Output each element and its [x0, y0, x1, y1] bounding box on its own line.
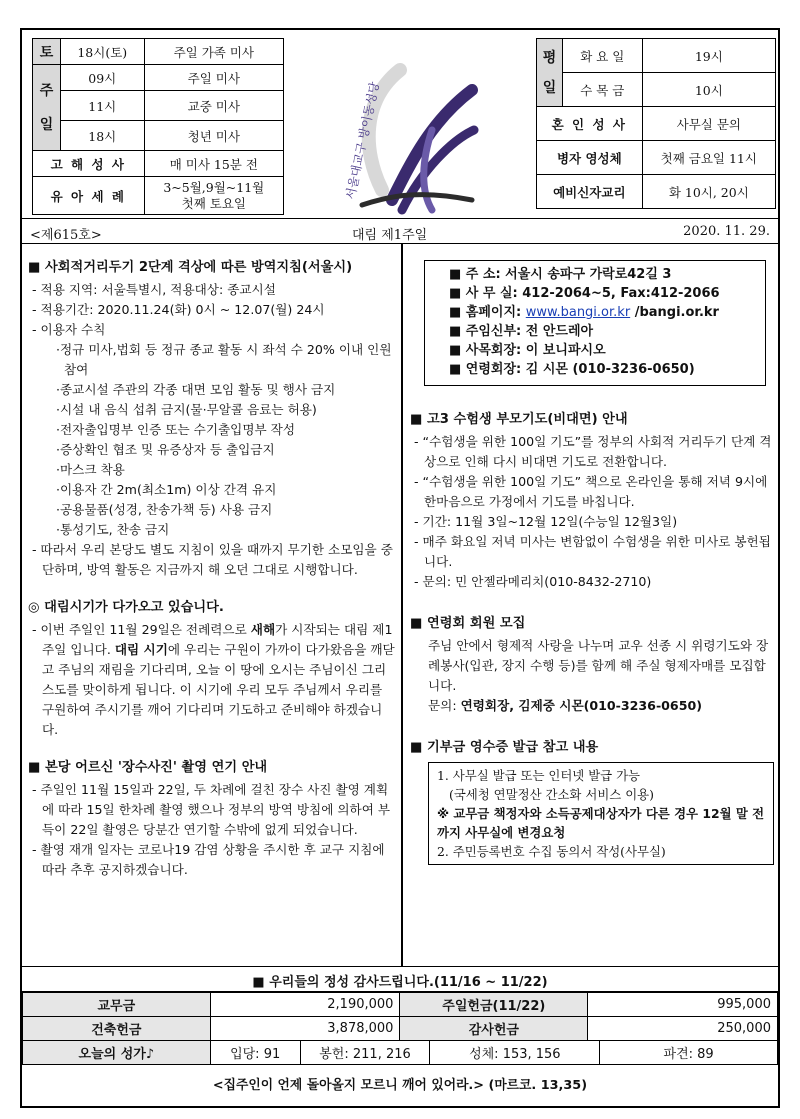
weekday-time-1: 19시	[642, 39, 775, 73]
parish-info-box	[424, 260, 766, 386]
distancing-conclusion: - 따라서 우리 본당도 별도 지침이 있을 때까지 무기한 소모임을 중단하며, 방역 활동은 지금까지 해 오던 그대로 시행합니다.	[32, 542, 393, 577]
sick-communion-value: 첫째 금요일 11시	[642, 141, 775, 175]
weekday-time-2: 10시	[642, 73, 775, 107]
longevity-photo-title: ■ 본당 어르신 '장수사진' 촬영 연기 안내	[28, 760, 268, 775]
donation-receipt-section	[410, 738, 776, 865]
issue-title: 대림 제1주일	[352, 228, 428, 243]
sick-communion-label: 병자 영성체	[537, 141, 643, 175]
distancing-period: - 적용기간: 2020.11.24(화) 0시 ~ 12.07(월) 24시	[32, 302, 325, 317]
parish-council-president: ■ 사목회장: 이 보니파시오	[449, 343, 606, 358]
offering-label: 교무금	[23, 993, 211, 1017]
longevity-photo-text-1: - 주일인 11월 15일과 22일, 두 차례에 걸친 장수 사진 촬영 계획에 따라 15일 한차례 촬영 했으나 정부의 방역 방침에 의하여 부득이 22일 촬영은 당분간 연기할 수밖에 없게 되었습니다.	[32, 782, 391, 837]
column-divider	[401, 244, 403, 966]
issue-date: 2020. 11. 29.	[683, 224, 770, 239]
exam-prayer-text-1: - “수험생을 위한 100일 기도”를 정부의 사회적 거리두기 단계 격상으로 인해 다시 비대면 기도로 전환합니다.	[414, 434, 772, 469]
sunday-mass-1: 주일 미사	[144, 65, 283, 91]
hymn-table	[22, 1040, 778, 1065]
weekday-day-1: 화 요 일	[562, 39, 642, 73]
distancing-title: ■ 사회적거리두기 2단계 격상에 따른 방역지침(서울시)	[28, 260, 353, 275]
donation-receipt-box	[428, 762, 774, 865]
exam-prayer-section	[410, 410, 776, 592]
bulletin-page	[20, 28, 780, 1108]
rule-item: ·공용물품(성경, 찬송가책 등) 사용 금지	[56, 502, 273, 517]
catechism-value: 화 10시, 20시	[642, 175, 775, 209]
receipt-note-warning: ※ 교무금 책정자와 소득공제대상자가 다른 경우 12월 말 전까지 사무실에 변경요청	[437, 806, 765, 840]
offering-label: 주일헌금(11/22)	[400, 993, 588, 1017]
rule-item: ·증상확인 협조 및 유증상자 등 출입금지	[56, 442, 275, 457]
bible-verse: <집주인이 언제 돌아올지 모르니 깨어 있어라.> (마르코. 13,35)	[212, 1078, 588, 1093]
parish-logo	[322, 50, 482, 220]
sunday-mass-2: 교중 미사	[144, 91, 283, 121]
weekday-label: 평 일	[537, 39, 563, 107]
offering-thanks-title: ■ 우리들의 정성 감사드립니다.(11/16 ~ 11/22)	[22, 966, 778, 992]
exam-prayer-text-2: - “수험생을 위한 100일 기도” 책으로 온라인을 통해 저녁 9시에 한마음으로 가정에서 기도를 바칩니다.	[414, 474, 768, 509]
distancing-section	[28, 258, 396, 580]
issue-bar	[22, 218, 778, 244]
sunday-time-2: 11시	[60, 91, 144, 121]
rule-item: ·통성기도, 찬송 금지	[56, 522, 170, 537]
wedding-label: 혼 인 성 사	[537, 107, 643, 141]
advent-text: - 이번 주일인 11월 29일은 전례력으로 새해가 시작되는 대림 제1주일 입니다. 대림 시기에 우리는 구원이 가까이 다가왔음을 깨닫고 주님의 재림을 기다리며, 오늘 이 땅에 오시는 주님이신 그리스도를 맞이하게 됩니다. 이 시기에 우리 모두 주님께서 우리를 구원하여 주시기를 깨어 기다리며 기도하고 준비해야 하겠습니다.	[32, 622, 395, 737]
hymn-communion: 성체: 153, 156	[430, 1041, 600, 1065]
sunday-time-3: 18시	[60, 121, 144, 151]
rule-item: ·시설 내 음식 섭취 금지(물·무알콜 음료는 허용)	[56, 402, 317, 417]
infant-baptism-label: 유 아 세 례	[33, 177, 145, 215]
left-column	[28, 258, 396, 894]
receipt-note-1: 1. 사무실 발급 또는 인터넷 발급 가능	[437, 768, 641, 783]
parish-address: ■ 주 소: 서울시 송파구 가락로42길 3	[449, 267, 672, 282]
longevity-photo-text-2: - 촬영 재개 일자는 코로나19 감염 상황을 주시한 후 교구 지침에 따라 추후 공지하겠습니다.	[32, 842, 385, 877]
saturday-time: 18시(토)	[60, 39, 144, 65]
exam-prayer-contact: - 문의: 민 안젤라메리치(010-8432-2710)	[414, 574, 652, 589]
hymn-entrance: 입당: 91	[210, 1041, 300, 1065]
advent-title: ◎ 대림시기가 다가오고 있습니다.	[28, 600, 224, 615]
funeral-society-section	[410, 614, 776, 716]
sunday-mass-3: 청년 미사	[144, 121, 283, 151]
rule-item: ·종교시설 주관의 각종 대면 모임 활동 및 행사 금지	[56, 382, 336, 397]
infant-baptism-value: 3~5월,9월~11월 첫째 토요일	[144, 177, 283, 215]
advent-section	[28, 598, 396, 740]
wedding-value: 사무실 문의	[642, 107, 775, 141]
parish-homepage: ■ 홈페이지: www.bangi.or.kr /bangi.or.kr	[449, 305, 719, 320]
hymn-offertory: 봉헌: 211, 216	[300, 1041, 430, 1065]
rule-item: ·전자출입명부 인증 또는 수기출입명부 작성	[56, 422, 295, 437]
distancing-area: - 적용 지역: 서울특별시, 적용대상: 종교시설	[32, 282, 276, 297]
funeral-society-president: ■ 연령회장: 김 시몬 (010-3236-0650)	[449, 362, 695, 377]
sunday-label: 주 일	[33, 65, 61, 151]
offering-label: 건축헌금	[23, 1017, 211, 1041]
sunday-time-1: 09시	[60, 65, 144, 91]
receipt-note-2: 2. 주민등록번호 수집 동의서 작성(사무실)	[437, 844, 666, 859]
rule-item: ·이용자 간 2m(최소1m) 이상 간격 유지	[56, 482, 277, 497]
confession-label: 고 해 성 사	[33, 151, 145, 177]
issue-number: <제615호>	[30, 228, 102, 243]
offering-value: 3,878,000	[210, 1017, 400, 1041]
funeral-society-contact: 문의: 연령회장, 김제중 시몬(010-3236-0650)	[428, 698, 702, 713]
donation-receipt-title: ■ 기부금 영수증 발급 참고 내용	[410, 740, 599, 755]
exam-prayer-mass: - 매주 화요일 저녁 미사는 변함없이 수험생을 위한 미사로 봉헌됩니다.	[414, 534, 771, 569]
hymn-dismissal: 파견: 89	[600, 1041, 778, 1065]
offering-value: 2,190,000	[210, 993, 400, 1017]
rule-item: ·정규 미사,법회 등 정규 종교 활동 시 좌석 수 20% 이내 인원 참여	[56, 342, 392, 377]
funeral-society-text: 주님 안에서 형제적 사랑을 나누며 교우 선종 시 위령기도와 장례봉사(입관, 장지 수행 등)를 함께 해 주실 형제자매를 모집합니다.	[428, 638, 769, 693]
catechism-label: 예비신자교리	[537, 175, 643, 209]
homepage-link[interactable]: www.bangi.or.kr	[525, 305, 631, 320]
logo-text: 서울대교구 방이동성당	[343, 80, 382, 201]
parish-office-phone: ■ 사 무 실: 412-2064~5, Fax:412-2066	[449, 286, 720, 301]
exam-prayer-period: - 기간: 11월 3일~12월 12일(수능일 12월3일)	[414, 514, 678, 529]
saturday-mass: 주일 가족 미사	[144, 39, 283, 65]
offering-value: 995,000	[588, 993, 778, 1017]
hymn-label: 오늘의 성가♪	[23, 1041, 211, 1065]
funeral-society-title: ■ 연령회 회원 모집	[410, 616, 526, 631]
sunday-mass-schedule	[32, 38, 284, 215]
parish-pastor: ■ 주임신부: 전 안드레아	[449, 324, 594, 339]
weekday-day-2: 수 목 금	[562, 73, 642, 107]
offering-value: 250,000	[588, 1017, 778, 1041]
offering-label: 감사헌금	[400, 1017, 588, 1041]
receipt-note-1b: (국세청 연말정산 간소화 서비스 이용)	[449, 787, 654, 802]
longevity-photo-section	[28, 758, 396, 880]
saturday-label: 토	[33, 39, 61, 65]
offering-table	[22, 992, 778, 1041]
weekday-schedule	[536, 38, 776, 209]
confession-value: 매 미사 15분 전	[144, 151, 283, 177]
exam-prayer-title: ■ 고3 수험생 부모기도(비대면) 안내	[410, 412, 628, 427]
right-column	[410, 252, 776, 879]
rule-item: ·마스크 착용	[56, 462, 125, 477]
distancing-rules-heading: - 이용자 수칙	[32, 322, 106, 337]
